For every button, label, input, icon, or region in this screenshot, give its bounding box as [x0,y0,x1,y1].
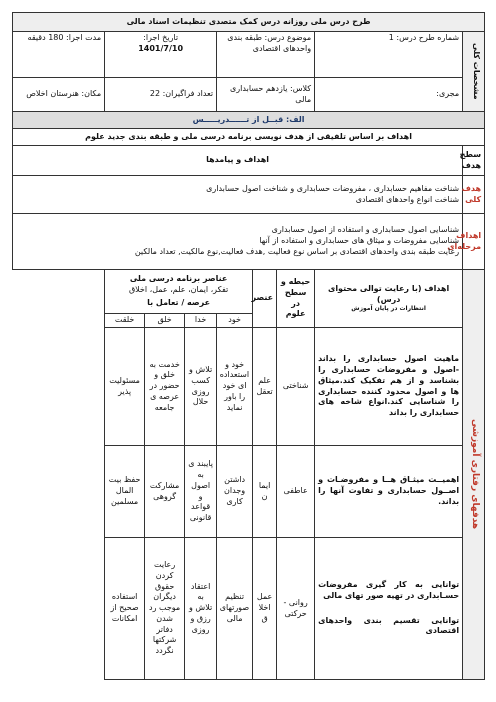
people-cognitive: خدمت به خلق و حضور در عرصه ی جامعه [145,328,185,446]
behavioral-goals-label: هدفهای رفتاری آموزشی [470,419,481,530]
creation-cognitive: مسئولیت پذیر [105,328,145,446]
stage-goal-label: اهداف مرحله‌ای [463,214,485,270]
creation-psychomotor: استفاده صحیح از امکانات [105,538,145,680]
behavioral-goals-label-cell [463,270,485,680]
stage-goal-line: شناسایی اصول حسابداری و استفاده از اصول حسابداری [271,225,460,235]
element-cognitive: علم تعقل [253,328,277,446]
stage-goal-line: رعایت طبقه بندی واحدهای اقتصادی بر اساس نوع فعالیت ,هدف فعالیت,نوع مالکیت, تعداد مالکین [134,246,460,256]
content-psychomotor-line: توانایی به کار گیری مفروضات حسـابداری در تهیه صور تهای مالی [318,579,460,600]
content-psychomotor [315,538,463,680]
god-cognitive: تلاش و کسب روزی حلال [185,328,217,446]
content-psychomotor-line: توانایی تقسیم بندی واحدهای اقتصادی [318,615,460,636]
exec-date: 1401/7/10 [138,43,184,53]
element-psychomotor: عمل اخلا ق [253,538,277,680]
goals-header: اهداف و پیامدها [13,146,463,176]
place: مکان: هنرستان اخلاص [13,78,105,112]
level-affective: عاطفی [277,446,315,538]
general-goal-line: شناخت انواع واحدهای اقتصادی [355,194,460,204]
god-psychomotor: اعتقاد به تلاش و رزق و روزی [185,538,217,680]
realm-god: خدا [185,314,217,328]
god-affective: پایبند ی به اصول و قواعد قانونی [185,446,217,538]
level-cognitive: شناختی [277,328,315,446]
exec-date-cell [105,32,217,78]
curriculum-header-cell [105,270,253,314]
general-info-label-cell [463,32,485,112]
realm-creation: خلقت [105,314,145,328]
general-goal-text [13,176,463,214]
curriculum-header: عناصر برنامه درسی ملی [129,274,228,284]
content-header: اهداف (با رعایت توالی محتوای درس) [327,283,450,304]
creation-affective: حفظ بیت المال مسلمین [105,446,145,538]
people-psychomotor: رعایت کردن حقوق دیگران موجب رد شدن دفاتر شرکتها نگردد [145,538,185,680]
level-header: حیطه و سطح در علوم [277,270,315,328]
element-affective: ایما ن [253,446,277,538]
realms-header: عرصه / تعامل با [147,297,211,307]
exec-date-label: تاریخ اجرا: [143,33,179,42]
lesson-plan-table [12,12,485,680]
class-name: کلاس: یازدهم حسابداری مالی [217,78,315,112]
self-affective: داشتن وجدان کاری [217,446,253,538]
general-goal-line: شناخت مفاهیم حسابداری ، مفروضات حسابداری و شناخت اصول حسابداری [206,183,460,193]
curriculum-subheader: تفکر، ایمان، علم، عمل، اخلاق [128,285,229,295]
student-count: تعداد فراگیران: 22 [105,78,217,112]
stage-goal-line: شناسایی مفروضات و میثاق های حسابداری و استفاده از آنها [259,236,460,246]
content-cognitive: ماهیت اصول حسابداری را بداند -اصول و مفروضات حسابداری را بشناسد و از هم تفکیک کند.میثاق ها و اصول محدود کننده حسابداری را شناسایی کند.انواع شاخه های حسابداری را بداند [315,328,463,446]
realm-self: خود [217,314,253,328]
lesson-topic: موضوع درس: طبقه بندی واحدهای اقتصادی [217,32,315,78]
content-subheader: انتظارات در پایان آموزش [351,305,426,313]
content-affective: اهمیــت میثـاق هــا و مفروضـات و اصــول حسابداری و تفاوت آنها را بداند. [315,446,463,538]
general-goal-label: هدف کلی [463,176,485,214]
element-header: عنصر [253,270,277,328]
goal-level-header: سطح هدف [463,146,485,176]
page-title: طرح درس ملی روزانه درس کمک متصدی تنظیمات اسناد مالی [13,13,485,32]
section-a-note: اهداف بر اساس تلفیقی از هدف نویسی برنامه درسی ملی و طبقه بندی جدید علوم [13,129,485,146]
realm-people: خلق [145,314,185,328]
general-info-label: مشخصات کلی [472,43,482,100]
executor: مجری: [315,78,463,112]
self-cognitive: خود و استعداده ای خود را باور نماید [217,328,253,446]
level-psychomotor: روانی - حرکتی [277,538,315,680]
content-header-cell [315,270,463,328]
duration: مدت اجرا: 180 دقیقه [13,32,105,78]
self-psychomotor: تنظیم صورتهای مالی [217,538,253,680]
plan-number: شماره طرح درس: 1 [315,32,463,78]
stage-goal-text [13,214,463,270]
people-affective: مشارکت گروهی [145,446,185,538]
section-a-title: الف: قبــل از تــــــدریـــــس [13,112,485,129]
